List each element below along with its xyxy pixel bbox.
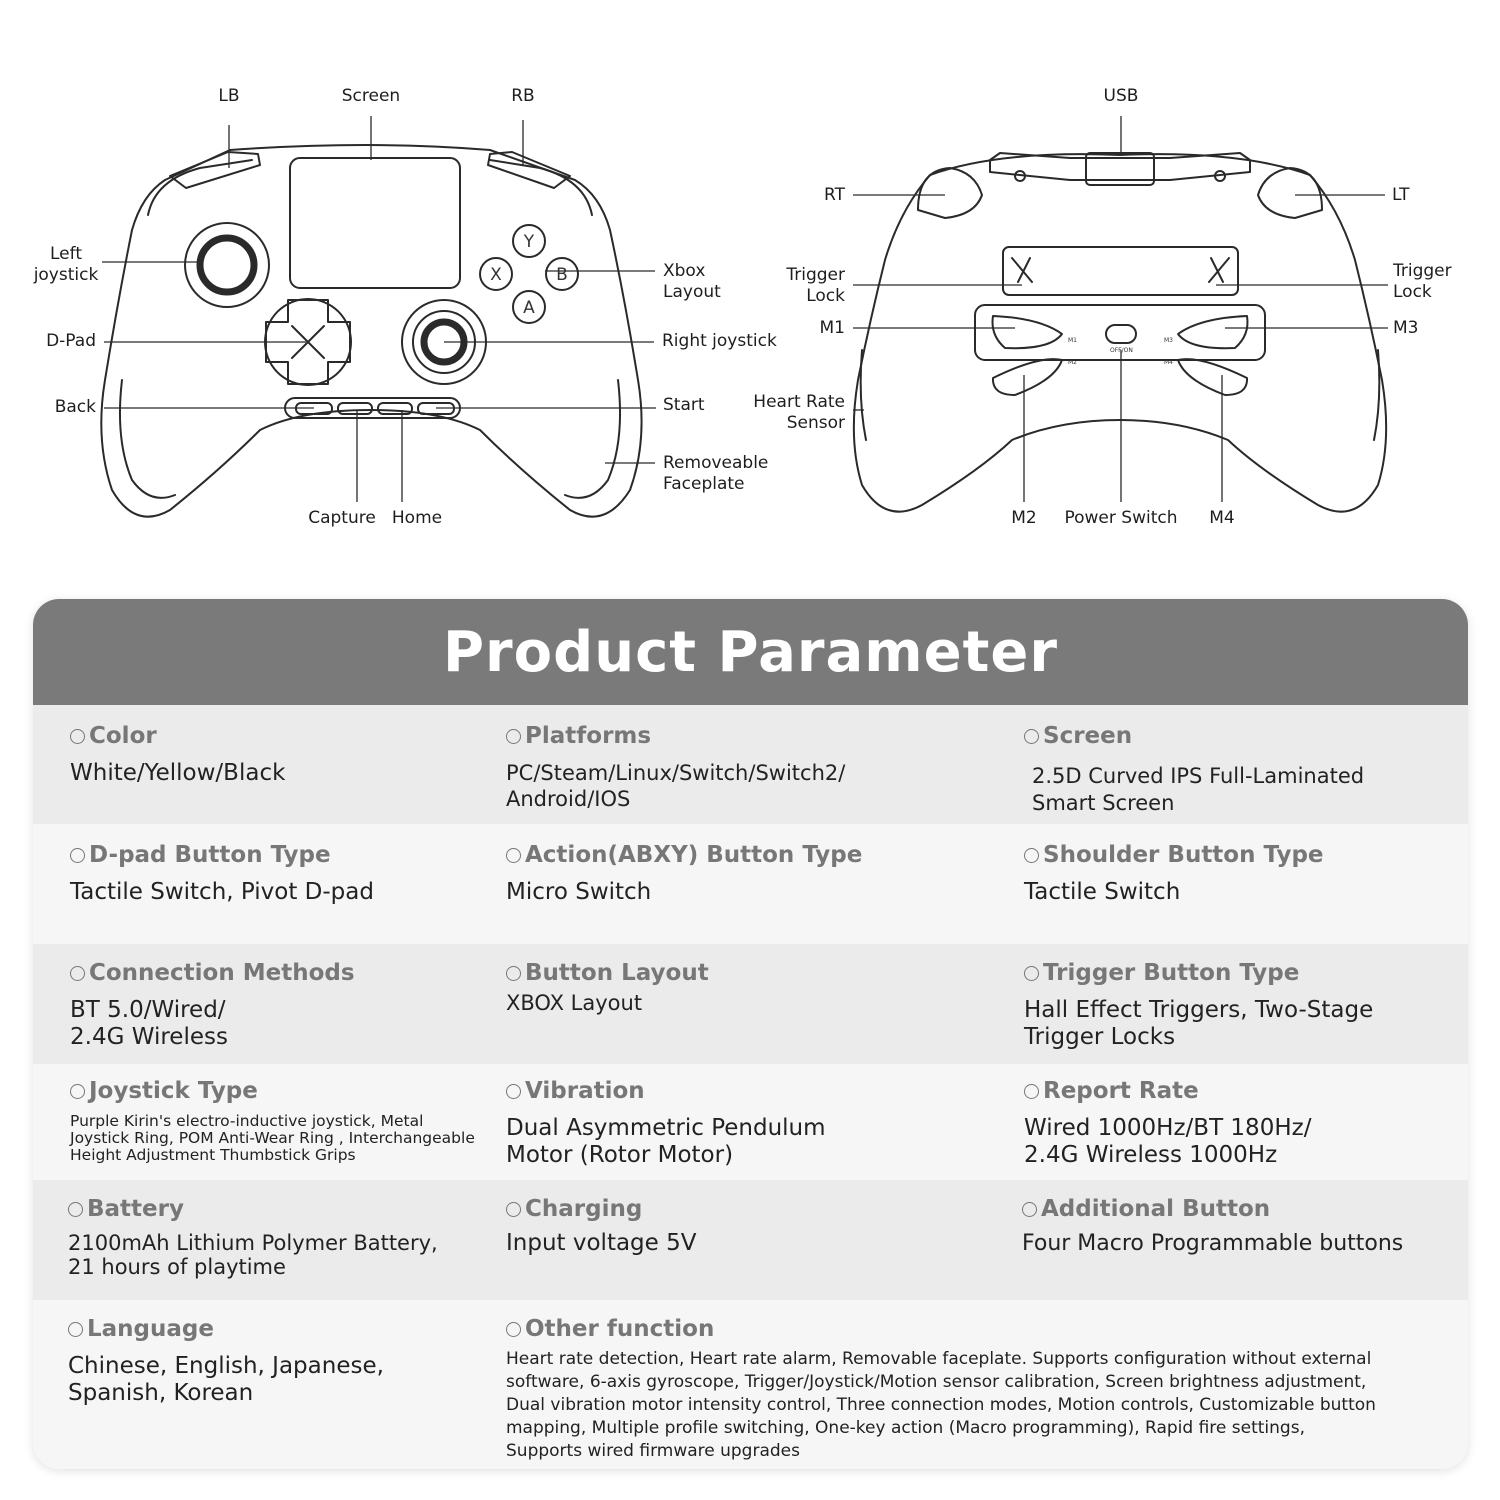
param-report-rate (1024, 1078, 1454, 1169)
product-parameter-panel (33, 599, 1468, 1469)
m4-small: M4 (1164, 359, 1173, 366)
param-label: Report Rate (1043, 1078, 1199, 1104)
bullet-icon (68, 1322, 83, 1337)
off-on-text: OFF/ON (1110, 347, 1133, 354)
param-value: Tactile Switch, Pivot D-pad (70, 879, 374, 905)
param-value: Purple Kirin's electro-inductive joystick, Metal Joystick Ring, POM Anti-Wear Ring , Interchangeable Height Adjustment Thumbstick Grips (70, 1112, 475, 1164)
param-abxy-type (506, 842, 1006, 906)
param-value: Dual Asymmetric Pendulum Motor (Rotor Motor) (506, 1115, 826, 1168)
button-y-label: Y (523, 232, 535, 252)
param-row (33, 824, 1468, 944)
bullet-icon (70, 848, 85, 863)
label-m3: M3 (1393, 318, 1419, 338)
label-home: Home (391, 508, 443, 528)
bullet-icon (506, 1084, 521, 1099)
param-value: PC/Steam/Linux/Switch/Switch2/ Android/IOS (506, 761, 846, 811)
bullet-icon (506, 1202, 521, 1217)
param-label: Vibration (525, 1078, 645, 1104)
label-m2: M2 (1011, 508, 1037, 528)
label-left-joystick: Left joystick (33, 244, 99, 285)
param-platforms (506, 723, 1006, 812)
front-controller-outline (101, 145, 641, 517)
m3-small: M3 (1164, 337, 1173, 344)
param-label: Language (87, 1316, 214, 1342)
button-b-label: B (556, 265, 568, 285)
param-label: Action(ABXY) Button Type (525, 842, 863, 868)
param-joystick-type (70, 1078, 500, 1164)
param-color (70, 723, 490, 787)
label-dpad: D-Pad (46, 331, 96, 351)
leader-lines (102, 116, 1388, 502)
bullet-icon (70, 1084, 85, 1099)
param-label: Button Layout (525, 960, 709, 986)
bullet-icon (1024, 1084, 1039, 1099)
param-row (33, 1180, 1468, 1300)
param-value: 2100mAh Lithium Polymer Battery, 21 hours of playtime (68, 1231, 438, 1279)
label-trigger-lock-right: Trigger Lock (1393, 261, 1452, 302)
label-rb: RB (511, 86, 535, 106)
param-label: Other function (525, 1316, 715, 1342)
label-back: Back (54, 397, 96, 417)
param-row (33, 1300, 1468, 1469)
param-connection (70, 960, 490, 1051)
param-row (33, 944, 1468, 1064)
bullet-icon (68, 1202, 83, 1217)
param-screen (1024, 723, 1454, 817)
param-value: XBOX Layout (506, 991, 643, 1015)
param-label: Shoulder Button Type (1043, 842, 1324, 868)
bullet-icon (506, 1322, 521, 1337)
param-label: Screen (1043, 723, 1133, 749)
param-label: Trigger Button Type (1043, 960, 1300, 986)
param-label: Joystick Type (89, 1078, 258, 1104)
param-value: Wired 1000Hz/BT 180Hz/ 2.4G Wireless 1000Hz (1024, 1115, 1312, 1168)
label-right-joystick: Right joystick (662, 331, 777, 351)
bullet-icon (506, 966, 521, 981)
param-label: Connection Methods (89, 960, 355, 986)
param-row (33, 1064, 1468, 1180)
bullet-icon (1022, 1202, 1037, 1217)
param-label: Battery (87, 1196, 184, 1222)
button-a-label: A (523, 298, 535, 318)
bullet-icon (1024, 966, 1039, 981)
bullet-icon (1024, 729, 1039, 744)
param-shoulder-type (1024, 842, 1454, 906)
m2-small: M2 (1068, 359, 1077, 366)
label-m4: M4 (1209, 508, 1235, 528)
label-rt: RT (824, 185, 845, 205)
face-button-letters (490, 232, 568, 318)
param-value: Hall Effect Triggers, Two-Stage Trigger Locks (1024, 997, 1374, 1050)
param-value: Input voltage 5V (506, 1230, 697, 1256)
param-value: Chinese, English, Japanese, Spanish, Korean (68, 1353, 384, 1406)
label-removeable-faceplate: Removeable Faceplate (663, 453, 769, 494)
param-value: White/Yellow/Black (70, 760, 286, 786)
param-value: Four Macro Programmable buttons (1022, 1231, 1404, 1256)
param-label: Charging (525, 1196, 643, 1222)
panel-header (33, 599, 1468, 705)
label-capture: Capture (308, 508, 376, 528)
bullet-icon (506, 848, 521, 863)
param-button-layout (506, 960, 1006, 1017)
param-row (33, 705, 1468, 824)
label-lt: LT (1392, 185, 1410, 205)
label-xbox-layout: Xbox Layout (663, 261, 721, 302)
bullet-icon (70, 729, 85, 744)
param-additional-button (1022, 1196, 1462, 1257)
param-battery (68, 1196, 498, 1279)
panel-title: Product Parameter (443, 619, 1058, 685)
m1-small: M1 (1068, 337, 1077, 344)
param-label: Color (89, 723, 157, 749)
label-usb: USB (1103, 86, 1139, 106)
label-start: Start (663, 395, 705, 415)
bullet-icon (506, 729, 521, 744)
rear-controller-outline (854, 153, 1386, 512)
bullet-icon (1024, 848, 1039, 863)
label-trigger-lock-left: Trigger Lock (786, 265, 845, 306)
bullet-icon (70, 966, 85, 981)
param-language (68, 1316, 498, 1407)
label-heart-rate-sensor: Heart Rate Sensor (753, 392, 845, 433)
param-value: Tactile Switch (1024, 879, 1181, 905)
param-value: Micro Switch (506, 879, 652, 905)
param-value: BT 5.0/Wired/ 2.4G Wireless (70, 997, 228, 1050)
param-label: Additional Button (1041, 1196, 1271, 1222)
label-power-switch: Power Switch (1064, 508, 1178, 528)
label-lb: LB (218, 86, 240, 106)
label-screen: Screen (341, 86, 401, 106)
button-x-label: X (490, 265, 502, 285)
param-trigger-type (1024, 960, 1454, 1051)
param-dpad-type (70, 842, 490, 906)
param-value: Heart rate detection, Heart rate alarm, Removable faceplate. Supports configuration without external software, 6-axis gyroscope, Trigger/Joystick/Motion sensor calibration, Screen brightness adjustment, Dual vibration motor intensity control, Three connection modes, Motion controls, Customizable button mapping, Multiple profile switching, One-key action (Macro programming), Rapid fire settings, Supports wired firmware upgrades (506, 1349, 1376, 1461)
param-value: 2.5D Curved IPS Full-Laminated Smart Screen (1032, 764, 1365, 815)
label-m1: M1 (819, 318, 845, 338)
param-vibration (506, 1078, 1006, 1169)
param-other-function (506, 1316, 1456, 1463)
param-charging (506, 1196, 1006, 1257)
param-label: D-pad Button Type (89, 842, 331, 868)
param-label: Platforms (525, 723, 652, 749)
